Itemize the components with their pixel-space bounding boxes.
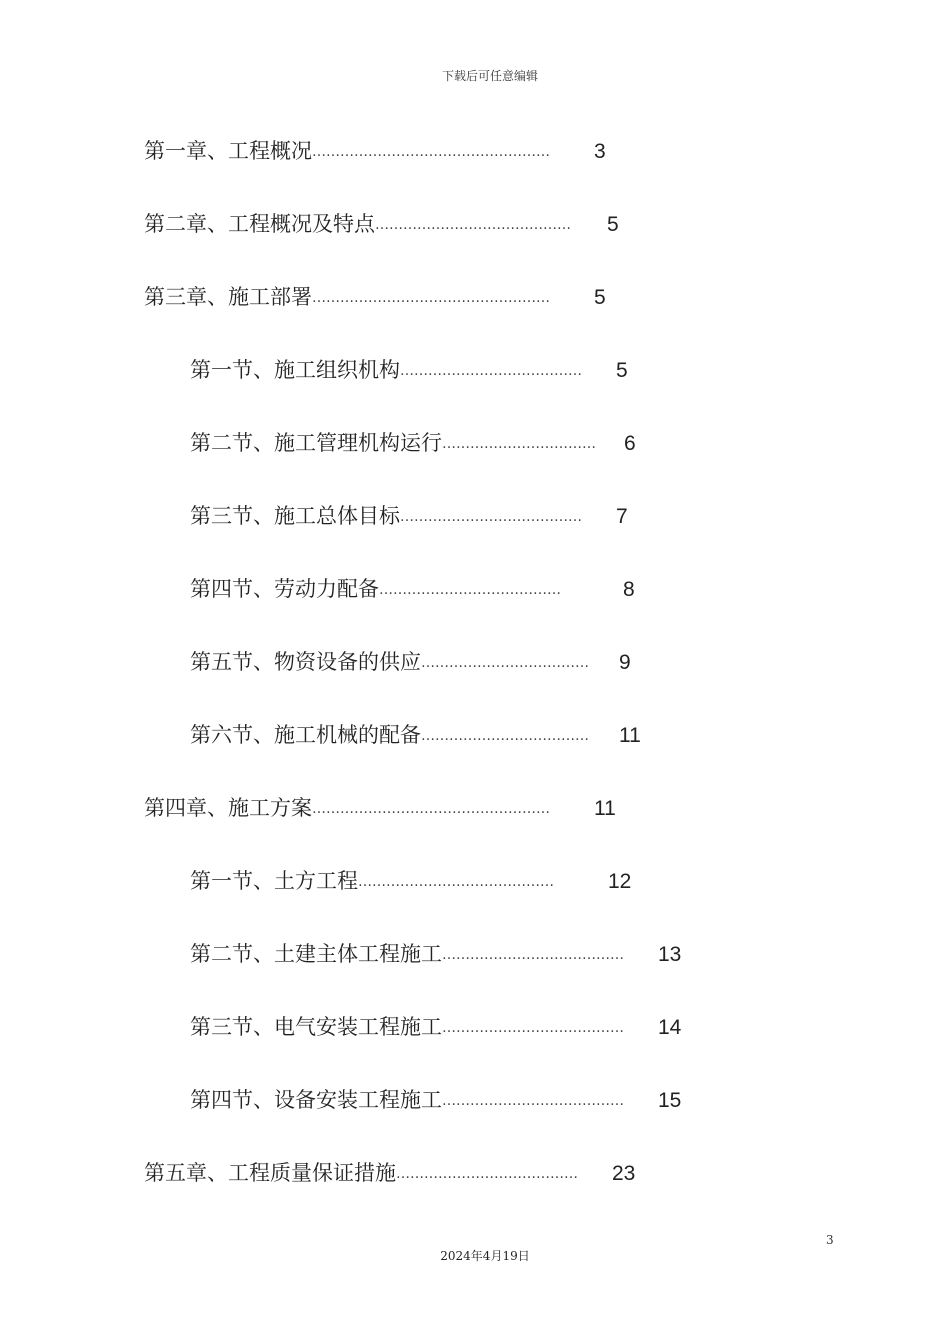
- toc-entry-page: 9: [619, 651, 631, 674]
- toc-entry-title: 第四节、设备安装工程施工: [190, 1088, 442, 1112]
- toc-entry-leader: …………………………………: [379, 582, 561, 598]
- toc-entry-section-4-2[interactable]: [190, 940, 681, 969]
- toc-entry-title: 第三章、施工部署: [144, 285, 312, 309]
- footer-date: 2024年4月19日: [440, 1249, 530, 1263]
- toc-entry-leader: ………………………………: [421, 655, 589, 671]
- toc-entry-title: 第五节、物资设备的供应: [190, 650, 421, 674]
- toc-entry-title: 第五章、工程质量保证措施: [144, 1161, 396, 1185]
- toc-entry-leader: ……………………………………………: [312, 290, 550, 306]
- toc-entry-section-4-1[interactable]: [190, 867, 631, 896]
- toc-entry-leader: ………………………………: [421, 728, 589, 744]
- header-note: 下载后可任意编辑: [441, 69, 538, 83]
- toc-entry-title: 第二章、工程概况及特点: [144, 212, 375, 236]
- page-number: 3: [826, 1233, 834, 1247]
- toc-entry-leader: …………………………………: [400, 363, 582, 379]
- toc-entry-section-3-4[interactable]: [190, 575, 635, 604]
- toc-entry-chapter-5[interactable]: [144, 1159, 635, 1188]
- toc-entry-leader: …………………………………: [442, 947, 624, 963]
- toc-entry-page: 14: [658, 1016, 682, 1039]
- toc-entry-leader: ……………………………………: [375, 217, 571, 233]
- toc-entry-page: 13: [658, 943, 682, 966]
- toc-entry-title: 第一章、工程概况: [144, 139, 312, 163]
- toc-entry-leader: …………………………………: [442, 1093, 624, 1109]
- toc-entry-section-3-1[interactable]: [190, 356, 628, 385]
- toc-entry-title: 第六节、施工机械的配备: [190, 723, 421, 747]
- toc-entry-page: 7: [616, 505, 628, 528]
- toc-entry-section-3-5[interactable]: [190, 648, 631, 677]
- toc-entry-page: 23: [612, 1162, 636, 1185]
- toc-entry-leader: ……………………………………: [358, 874, 554, 890]
- toc-entry-title: 第四章、施工方案: [144, 796, 312, 820]
- toc-entry-title: 第二节、施工管理机构运行: [190, 431, 442, 455]
- toc-entry-page: 5: [594, 286, 606, 309]
- toc-entry-title: 第二节、土建主体工程施工: [190, 942, 442, 966]
- toc-entry-section-3-6[interactable]: [190, 721, 641, 750]
- toc-entry-chapter-4[interactable]: [144, 794, 616, 823]
- toc-entry-page: 8: [623, 578, 635, 601]
- toc-entry-title: 第四节、劳动力配备: [190, 577, 379, 601]
- toc-entry-page: 12: [608, 870, 632, 893]
- toc-entry-title: 第一节、施工组织机构: [190, 358, 400, 382]
- toc-entry-chapter-2[interactable]: [144, 210, 619, 239]
- toc-entry-section-4-4[interactable]: [190, 1086, 681, 1115]
- toc-entry-section-4-3[interactable]: [190, 1013, 681, 1042]
- toc-entry-page: 11: [594, 797, 616, 820]
- toc-entry-title: 第一节、土方工程: [190, 869, 358, 893]
- toc-entry-page: 5: [616, 359, 628, 382]
- toc-entry-chapter-1[interactable]: [144, 137, 606, 166]
- toc-entry-page: 11: [619, 724, 641, 747]
- toc-entry-section-3-2[interactable]: [190, 429, 636, 458]
- toc-entry-leader: ……………………………………………: [312, 144, 550, 160]
- toc-entry-leader: ……………………………………………: [312, 801, 550, 817]
- toc-entry-page: 5: [607, 213, 619, 236]
- toc-entry-leader: …………………………………: [396, 1166, 578, 1182]
- toc-entry-page: 3: [594, 140, 606, 163]
- toc-entry-leader: …………………………………: [442, 1020, 624, 1036]
- toc-entry-chapter-3[interactable]: [144, 283, 606, 312]
- toc-entry-page: 15: [658, 1089, 682, 1112]
- toc-entry-title: 第三节、电气安装工程施工: [190, 1015, 442, 1039]
- toc-entry-title: 第三节、施工总体目标: [190, 504, 400, 528]
- toc-entry-leader: ……………………………: [442, 436, 596, 452]
- toc-entry-leader: …………………………………: [400, 509, 582, 525]
- toc-entry-page: 6: [624, 432, 636, 455]
- toc-entry-section-3-3[interactable]: [190, 502, 628, 531]
